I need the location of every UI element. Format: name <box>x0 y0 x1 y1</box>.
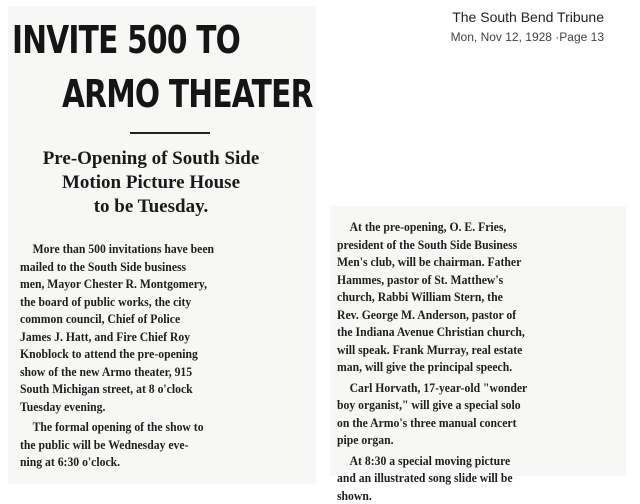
article-line: Tuesday evening. <box>20 398 281 416</box>
article-paragraph <box>337 379 625 449</box>
article-paragraph <box>20 240 310 415</box>
article-line: on the Armo's three manual concert <box>337 414 596 432</box>
article-line: the board of public works, the city <box>20 293 281 311</box>
article-line: More than 500 invitations have been <box>20 240 281 258</box>
article-line: president of the South Side Business <box>337 236 596 254</box>
article-line: South Michigan street, at 8 o'clock <box>20 380 281 398</box>
subheadline-line: Motion Picture House <box>12 171 290 195</box>
publication-date-page: Mon, Nov 12, 1928 ·Page 13 <box>451 30 604 44</box>
headline-line-1: INVITE 500 TO <box>12 20 240 60</box>
subheadline-line: Pre-Opening of South Side <box>12 147 290 171</box>
article-line: the public will be Wednesday eve- <box>20 436 281 454</box>
article-line: At the pre-opening, O. E. Fries, <box>337 218 596 236</box>
article-line: shown. <box>337 487 596 504</box>
article-line: church, Rabbi William Stern, the <box>337 288 596 306</box>
article-line: Hammes, pastor of St. Matthew's <box>337 271 596 289</box>
article-paragraph <box>337 452 625 504</box>
article-line: boy organist," will give a special solo <box>337 396 596 414</box>
article-line: Rev. George M. Anderson, pastor of <box>337 306 596 324</box>
article-line: men, Mayor Chester R. Montgomery, <box>20 275 281 293</box>
article-line: Men's club, will be chairman. Father <box>337 253 596 271</box>
article-body-right <box>337 218 625 504</box>
article-line: Carl Horvath, 17-year-old "wonder <box>337 379 596 397</box>
article-line: pipe organ. <box>337 431 596 449</box>
article-line: man, will give the principal speech. <box>337 358 596 376</box>
subheadline <box>12 147 290 219</box>
article-body-left <box>20 240 310 471</box>
article-line: and an illustrated song slide will be <box>337 469 596 487</box>
article-line: ning at 6:30 o'clock. <box>20 453 281 471</box>
subheadline-line: to be Tuesday. <box>12 195 290 219</box>
article-line: show of the new Armo theater, 915 <box>20 363 281 381</box>
article-line: will speak. Frank Murray, real estate <box>337 341 596 359</box>
article-paragraph <box>20 418 310 471</box>
article-line: mailed to the South Side business <box>20 258 281 276</box>
publication-name: The South Bend Tribune <box>452 9 604 25</box>
article-paragraph <box>337 218 625 376</box>
article-line: The formal opening of the show to <box>20 418 281 436</box>
article-line: common council, Chief of Police <box>20 310 281 328</box>
article-line: At 8:30 a special moving picture <box>337 452 596 470</box>
article-line: the Indiana Avenue Christian church, <box>337 323 596 341</box>
headline-line-2: ARMO THEATER <box>62 74 313 114</box>
article-line: Knoblock to attend the pre-opening <box>20 345 281 363</box>
article-line: James J. Hatt, and Fire Chief Roy <box>20 328 281 346</box>
headline-divider <box>130 132 210 134</box>
